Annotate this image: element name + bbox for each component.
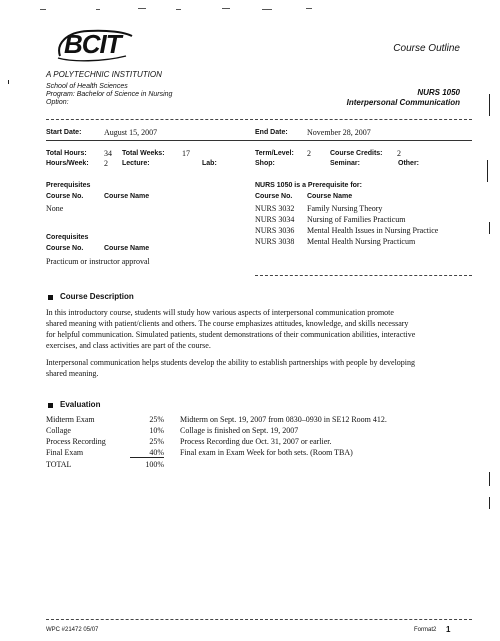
scan-artifact xyxy=(489,497,490,509)
scan-artifact xyxy=(138,8,146,9)
footer-format: Format2 xyxy=(414,627,437,633)
hours-week-value: 2 xyxy=(104,159,108,168)
scan-artifact xyxy=(222,8,230,9)
eval-note: Collage is finished on Sept. 19, 2007 xyxy=(180,426,299,435)
footer-doc-id: WPC #21472 05/07 xyxy=(46,627,99,633)
school-name: School of Health Sciences xyxy=(46,83,128,90)
bullet-square-icon xyxy=(48,295,53,300)
eval-percent: 40% xyxy=(130,448,164,458)
total-hours-value: 34 xyxy=(104,149,112,158)
prereq-for-row-no: NURS 3032 xyxy=(255,204,295,213)
prereq-col-name: Course Name xyxy=(104,193,150,200)
coreq-value: Practicum or instructor approval xyxy=(46,257,150,266)
total-weeks-value: 17 xyxy=(182,149,190,158)
course-credits-label: Course Credits: xyxy=(330,150,383,157)
start-date-label: Start Date: xyxy=(46,129,82,136)
divider xyxy=(46,140,472,141)
prereq-for-row-name: Mental Health Nursing Practicum xyxy=(307,237,416,246)
term-level-value: 2 xyxy=(307,149,311,158)
corequisites-heading: Corequisites xyxy=(46,234,89,241)
eval-note: Final exam in Exam Week for both sets. (Room TBA) xyxy=(180,448,353,457)
scan-artifact xyxy=(262,9,272,10)
coreq-col-name: Course Name xyxy=(104,245,150,252)
doc-type: Course Outline xyxy=(393,43,460,54)
prereq-value: None xyxy=(46,204,64,213)
course-description-paragraph xyxy=(46,357,472,379)
logo-text: BCIT xyxy=(64,29,121,59)
prerequisites-heading: Prerequisites xyxy=(46,182,91,189)
course-code: NURS 1050 xyxy=(417,88,460,97)
scan-artifact xyxy=(489,472,490,486)
course-description-heading: Course Description xyxy=(60,292,134,301)
eval-item: Midterm Exam xyxy=(46,415,95,424)
option-label: Option: xyxy=(46,99,69,106)
eval-item: Process Recording xyxy=(46,437,106,446)
total-weeks-label: Total Weeks: xyxy=(122,150,165,157)
description-line: for helpful communication. Simulated patients, student demonstrations of their communication abilities, interactive xyxy=(46,330,416,339)
scan-artifact xyxy=(40,9,46,10)
end-date-value: November 28, 2007 xyxy=(307,128,371,137)
eval-item: Final Exam xyxy=(46,448,84,457)
prereq-for-row-no: NURS 3038 xyxy=(255,237,295,246)
eval-note: Process Recording due Oct. 31, 2007 or earlier. xyxy=(180,437,332,446)
eval-note: Midterm on Sept. 19, 2007 from 0830–0930 in SE12 Room 412. xyxy=(180,415,387,424)
institute-tagline: A POLYTECHNIC INSTITUTION xyxy=(46,70,162,79)
seminar-label: Seminar: xyxy=(330,160,360,167)
description-line: Interpersonal communication helps students develop the ability to establish partnerships with people by developing xyxy=(46,358,416,367)
eval-item: Collage xyxy=(46,426,71,435)
prereq-for-row-no: NURS 3034 xyxy=(255,215,295,224)
scan-artifact xyxy=(176,9,181,10)
prereq-for-heading: NURS 1050 is a Prerequisite for: xyxy=(255,182,362,189)
prereq-for-row-name: Family Nursing Theory xyxy=(307,204,383,213)
lab-label: Lab: xyxy=(202,160,217,167)
description-line: In this introductory course, students will study how various aspects of interpersonal communication promote xyxy=(46,308,394,317)
lecture-label: Lecture: xyxy=(122,160,150,167)
prereq-col-no: Course No. xyxy=(46,193,84,200)
course-description-paragraph xyxy=(46,307,472,351)
description-line: exercises, and class activities are part of the course. xyxy=(46,341,211,350)
prereq-for-col-no: Course No. xyxy=(255,193,293,200)
eval-percent: 25% xyxy=(149,437,164,446)
scan-artifact xyxy=(489,94,490,116)
coreq-col-no: Course No. xyxy=(46,245,84,252)
prereq-for-col-name: Course Name xyxy=(307,193,353,200)
total-hours-label: Total Hours: xyxy=(46,150,87,157)
eval-total-label: TOTAL xyxy=(46,460,72,469)
term-level-label: Term/Level: xyxy=(255,150,294,157)
shop-label: Shop: xyxy=(255,160,275,167)
scan-artifact xyxy=(8,80,9,84)
start-date-value: August 15, 2007 xyxy=(104,128,158,137)
course-title: Interpersonal Communication xyxy=(346,98,460,107)
evaluation-heading: Evaluation xyxy=(60,400,101,409)
bcit-logo xyxy=(52,26,142,66)
end-date-label: End Date: xyxy=(255,129,288,136)
description-line: shared meaning. xyxy=(46,369,99,378)
other-label: Other: xyxy=(398,160,419,167)
scan-artifact xyxy=(96,9,100,10)
eval-percent: 25% xyxy=(149,415,164,424)
eval-percent: 10% xyxy=(149,426,164,435)
divider xyxy=(255,275,472,276)
prereq-for-row-name: Mental Health Issues in Nursing Practice xyxy=(307,226,439,235)
bullet-square-icon xyxy=(48,403,53,408)
scan-artifact xyxy=(489,222,490,234)
program-name: Program: Bachelor of Science in Nursing xyxy=(46,91,173,98)
description-line: shared meaning with patient/clients and others. The course emphasizes attitudes, knowledge, and skills necessary xyxy=(46,319,409,328)
prereq-for-row-no: NURS 3036 xyxy=(255,226,295,235)
footer-rule xyxy=(46,619,472,620)
scan-artifact xyxy=(487,160,488,182)
course-credits-value: 2 xyxy=(397,149,401,158)
prereq-for-row-name: Nursing of Families Practicum xyxy=(307,215,406,224)
hours-week-label: Hours/Week: xyxy=(46,160,89,167)
scan-artifact xyxy=(306,8,312,9)
eval-total-percent: 100% xyxy=(145,460,164,469)
page-number: 1 xyxy=(446,625,451,634)
divider xyxy=(46,119,472,120)
